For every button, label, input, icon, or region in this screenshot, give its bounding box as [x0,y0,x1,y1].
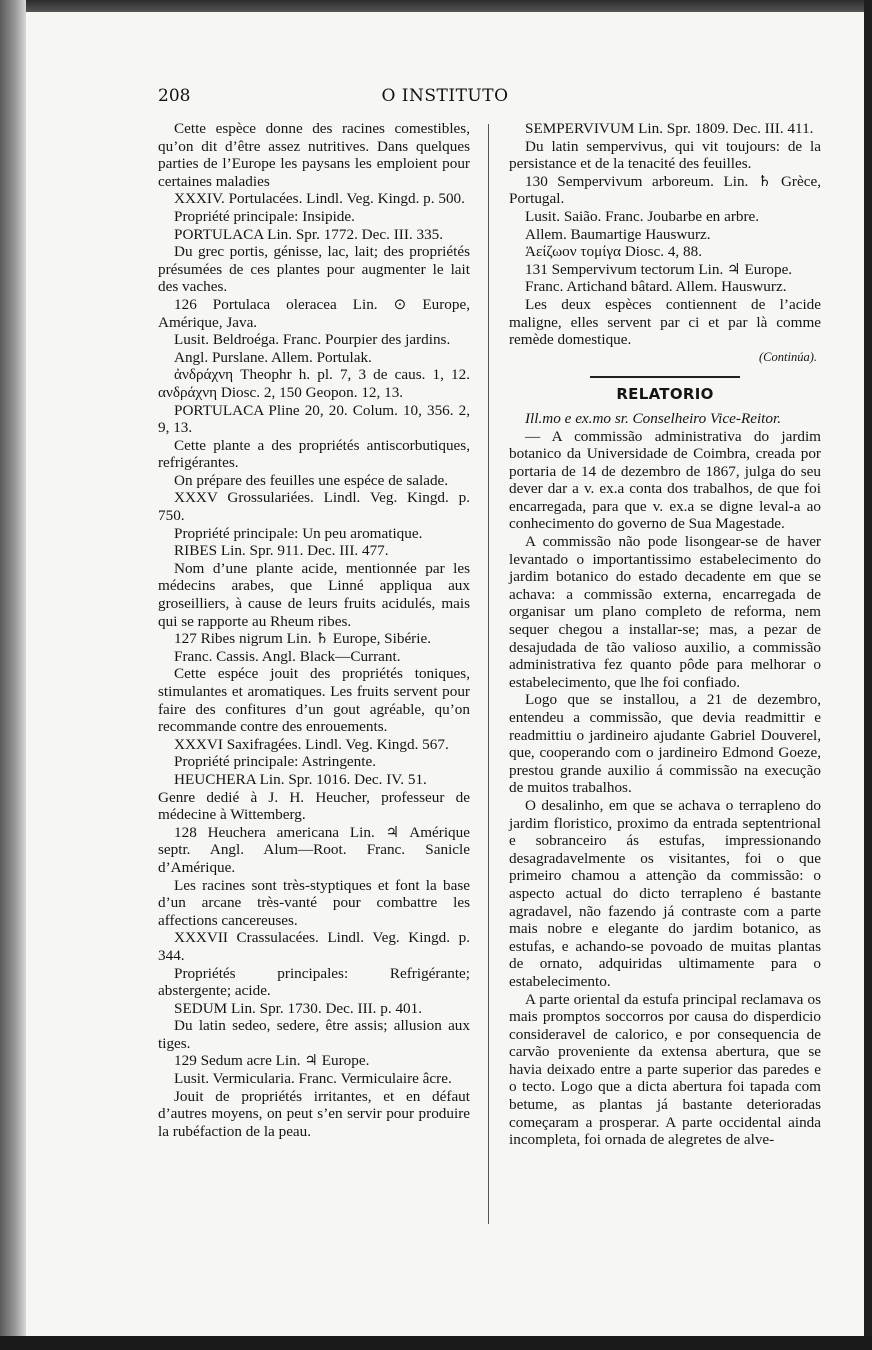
text-paragraph: ἀνδράχνη Theophr h. pl. 7, 3 de caus. 1, 12. ανδράχνη Diosc. 2, 150 Geopon. 12, 13. [158,366,470,401]
text-paragraph: SEDUM Lin. Spr. 1730. Dec. III. p. 401. [174,999,423,1017]
running-title: O INSTITUTO [381,86,509,106]
text-paragraph: 127 Ribes nigrum Lin. ♄ Europe, Sibérie. [174,630,432,648]
page-number: 208 [158,86,191,106]
continuation-note: (Continúa). [759,349,817,364]
text-paragraph: Les deux espèces contiennent de l’acide maligne, elles servent par ci et par là comme remède domestique. [509,295,821,349]
text-paragraph: 129 Sedum acre Lin. ♃ Europe. [174,1052,370,1070]
report-paragraph: A commissão não pode lisongear-se de haver levantado o importantissimo estabelecimento do jardim botanico do estado decadente em que se achava: a commissão externa, encarregada de organisar um plano completo de reforma, nem sequer chegou a installar-se; mas, a pezar de desajudada de tão valioso auxilio, a commissão administrativa fez quanto pôde para melhorar o estabelecimento, que lhe foi confiado. [509,533,821,691]
report-paragraph: O desalinho, em que se achava o terrapleno do jardim floristico, proximo da entrada septentrional e sobranceiro ás estufas, impressionando desagradavelmente os visitantes, foi o que primeiro chamou a attenção da commissão: o aspecto actual do dicto terrapleno é bastante agradavel, não fazendo já contraste com a parte mais nobre e elegante do jardim botanico, as estufas, e achando-se povoado de muitas plantas de ornato, adquiridas ultimamente para o estabelecimento. [509,796,821,990]
text-paragraph: HEUCHERA Lin. Spr. 1016. Dec. IV. 51. [174,770,427,788]
right-column-entries [509,120,821,349]
text-paragraph: Angl. Purslane. Allem. Portulak. [174,348,372,366]
section-heading: RELATORIO [616,385,714,404]
text-paragraph: Lusit. Beldroéga. Franc. Pourpier des jardins. [174,331,451,349]
text-paragraph: Franc. Artichand bâtard. Allem. Hauswurz. [525,278,787,296]
column-divider [488,124,489,1224]
report-paragraph: Logo que se installou, a 21 de dezembro, entendeu a commissão, que devia readmittir e readmittiu o jardineiro ajudante Gabriel Douverel, que, cooperando com o jardineiro Edmond Goeze, prestou grande auxilio á commissão na execução de muitos trabalhos. [509,691,821,797]
left-column [158,120,470,1140]
text-paragraph: Du latin sedeo, sedere, être assis; allusion aux tiges. [158,1017,470,1052]
scan-border-bottom [0,1336,872,1350]
text-paragraph: XXXVI Saxifragées. Lindl. Veg. Kingd. 567. [174,735,449,753]
text-paragraph: Lusit. Saião. Franc. Joubarbe en arbre. [525,207,760,225]
text-paragraph: RIBES Lin. Spr. 911. Dec. III. 477. [174,542,389,560]
text-paragraph: 128 Heuchera americana Lin. ♃ Amérique septr. Angl. Alum—Root. Franc. Sanicle d’Amérique. [158,823,470,876]
text-paragraph: Genre dedié à J. H. Heucher, professeur de médecine à Wittemberg. [158,788,470,824]
page-header [26,86,864,114]
text-paragraph: Lusit. Vermicularia. Franc. Vermiculaire âcre. [174,1070,452,1088]
text-paragraph: Du latin sempervivus, qui vit toujours: de la persistance et de la tenacité des feuilles. [509,137,821,173]
text-paragraph: On prépare des feuilles une espéce de salade. [174,471,449,489]
book-page [26,12,864,1336]
text-paragraph: Du grec portis, génisse, lac, lait; des propriétés présumées de ces plantes pour augmenter le lait des vaches. [158,243,470,296]
text-paragraph: Propriétés principales: Refrigérante; abstergente; acide. [158,964,470,1000]
text-paragraph: 131 Sempervivum tectorum Lin. ♃ Europe. [525,260,793,278]
text-paragraph: Propriété principale: Astringente. [174,753,377,771]
text-paragraph: PORTULACA Pline 20, 20. Colum. 10, 356. 2, 9, 13. [158,401,470,437]
section-rule [590,376,740,378]
text-paragraph: XXXV Grossulariées. Lindl. Veg. Kingd. p. 750. [158,489,470,525]
text-paragraph: Jouit de propriétés irritantes, et en défaut d’autres moyens, on peut s’en servir pour produire la rubéfaction de la peau. [158,1087,470,1140]
text-paragraph: Allem. Baumartige Hauswurz. [525,225,711,243]
scan-border-top [0,0,872,12]
report-body [509,428,821,1149]
report-salutation: Ill.mo e ex.mo sr. Conselheiro Vice-Reitor. [525,409,782,427]
report-paragraph: — A commissão administrativa do jardim botanico da Universidade de Coimbra, creada por portaria de 14 de dezembro de 1867, julga do seu dever dar a v. ex.a conta dos trabalhos, de que foi encarregada, para que v. ex.a se digne leval-a ao conhecimento do governo de Sua Magestade. [509,427,821,533]
scan-border-right [864,0,872,1350]
text-paragraph: Cette espéce jouit des propriétés toniques, stimulantes et aromatiques. Les fruits servent pour faire des confitures d’un gout agréable, qu’on recommande contre des enrouements. [158,665,470,736]
text-paragraph: XXXVII Crassulacées. Lindl. Veg. Kingd. p. 344. [158,929,470,964]
right-column [509,120,821,1149]
text-paragraph: SEMPERVIVUM Lin. Spr. 1809. Dec. III. 411. [525,120,814,137]
text-paragraph: 130 Sempervivum arboreum. Lin. ♄ Grèce, Portugal. [509,172,821,208]
text-paragraph: XXXIV. Portulacées. Lindl. Veg. Kingd. p. 500. [174,190,465,208]
text-paragraph: PORTULACA Lin. Spr. 1772. Dec. III. 335. [174,225,444,243]
book-binding-edge [0,0,26,1350]
text-paragraph: Propriété principale: Un peu aromatique. [174,524,423,542]
text-paragraph: Cette plante a des propriétés antiscorbutiques, refrigérantes. [158,436,470,472]
text-paragraph: Nom d’une plante acide, mentionnée par les médecins arabes, que Linné appliqua aux groseilliers, à cause de leurs fruits acidulés, mais qui se rapporte au Rheum ribes. [158,559,470,630]
text-paragraph: 126 Portulaca oleracea Lin. ⊙ Europe, Amérique, Java. [158,295,470,331]
text-paragraph: Ἀείζωον τομίγα Diosc. 4, 88. [525,243,703,261]
report-paragraph: A parte oriental da estufa principal reclamava os mais promptos soccorros por causa do disperdicio consideravel de calorico, e por consequencia de carvão proveniente da extensa abertura, que se havia deixado entre a parte superior das paredes e o tecto. Logo que a dicta abertura foi tapada com betume, as plantas já bastante deterioradas começaram a prosperar. A parte occidental ainda incompleta, foi ornada de alegretes de alve- [509,990,821,1149]
text-paragraph: Franc. Cassis. Angl. Black—Currant. [174,647,401,665]
text-paragraph: Les racines sont très-styptiques et font la base d’un arcane très-vanté pour combattre les affections cancereuses. [158,876,470,929]
text-paragraph: Cette espèce donne des racines comestibles, qu’on dit d’être assez nutritives. Dans quelques parties de l’Europe les paysans les emploient pour certaines maladies [158,120,470,190]
text-paragraph: Propriété principale: Insipide. [174,207,355,225]
